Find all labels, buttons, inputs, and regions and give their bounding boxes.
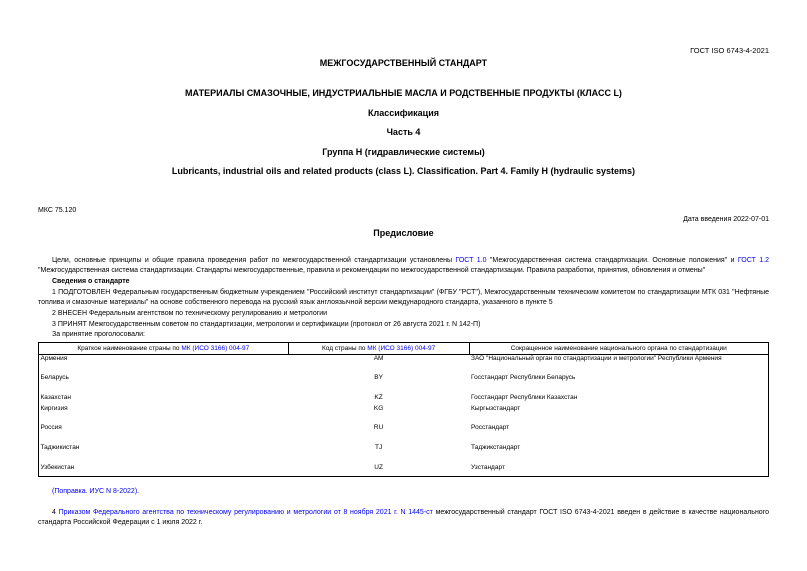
code-cell: UZ	[374, 463, 383, 471]
document-title: МАТЕРИАЛЫ СМАЗОЧНЫЕ, ИНДУСТРИАЛЬНЫЕ МАСЛА И РОДСТВЕННЫЕ ПРОДУКТЫ (КЛАСС L)	[185, 88, 622, 98]
country-cell: Киргизия	[40, 404, 68, 412]
document-code: ГОСТ ISO 6743-4-2021	[690, 46, 769, 55]
code-cell: TJ	[374, 443, 383, 451]
body-cell: Росстандарт	[471, 423, 510, 431]
country-cell: Армения	[40, 355, 68, 362]
column-header-country	[39, 343, 289, 355]
country-cell: Таджикистан	[40, 443, 80, 451]
code-cell: BY	[374, 373, 383, 381]
paragraph-text: "Межгосударственная система стандартизации. Стандарты межгосударственные, правила и рекомендации по межгосударственной стандартизации. Правила разработки, принятия, обновления и отмены"	[38, 267, 706, 274]
foreword-paragraph	[38, 256, 769, 276]
item-4-order	[38, 508, 769, 528]
mk-iso-3166-link[interactable]: МК (ИСО 3166) 004-97	[367, 345, 436, 352]
paragraph-text: Цели, основные принципы и общие правила проведения работ по межгосударственной стандартизации установлены	[52, 257, 456, 264]
paragraph-text: межгосударственный стандарт ГОСТ ISO 6743-4-2021 введен в действие в качестве национального стандарта Российской Федерации с 1 июля 2022 г.	[38, 509, 769, 526]
header-text: Краткое наименование страны по	[77, 345, 182, 352]
gost-1-2-link[interactable]: ГОСТ 1.2	[737, 257, 769, 264]
amendment-link[interactable]: (Поправка. ИУС N 8-2022).	[52, 488, 140, 495]
item-2-submitted: 2 ВНЕСЕН Федеральным агентством по техническому регулированию и метрологии	[52, 310, 328, 317]
classification-heading: Классификация	[368, 108, 439, 118]
order-link[interactable]: Приказом Федерального агентства по техническому регулированию и метрологии от 8 ноября 2021 г. N 1445-ст	[58, 509, 433, 516]
column-header-code	[288, 343, 469, 355]
item-3-adopted: 3 ПРИНЯТ Межгосударственным советом по стандартизации, метрологии и сертификации (протокол от 26 августа 2021 г. N 142-П)	[52, 321, 481, 328]
country-cell: Беларусь	[40, 373, 69, 381]
code-cell: RU	[373, 423, 384, 431]
country-cell: Россия	[40, 423, 62, 431]
group-heading: Группа H (гидравлические системы)	[322, 147, 485, 157]
body-cell: Госстандарт Республики Казахстан	[471, 393, 578, 401]
voted-label: За принятие проголосовали:	[52, 331, 145, 338]
table-row	[39, 464, 769, 476]
code-cell: AM	[373, 355, 384, 362]
table-row	[39, 444, 769, 464]
table-header-row	[39, 343, 769, 355]
body-cell: ЗАО "Национальный орган по стандартизации и метрологии" Республики Армения	[471, 355, 722, 362]
body-cell: Таджикстандарт	[471, 443, 521, 451]
country-cell: Узбекистан	[40, 463, 75, 471]
country-cell: Казахстан	[40, 393, 71, 401]
table-row	[39, 405, 769, 424]
mks-code: МКС 75.120	[38, 207, 77, 214]
amendment-note	[38, 487, 769, 497]
code-cell: KG	[373, 404, 384, 412]
code-cell: KZ	[374, 393, 383, 401]
part-heading: Часть 4	[386, 127, 421, 137]
body-cell: Кыргызстандарт	[471, 404, 521, 412]
introduction-date: Дата введения 2022-07-01	[683, 216, 769, 223]
body-cell: Госстандарт Республики Беларусь	[471, 373, 576, 381]
item-number: 4	[52, 509, 59, 516]
table-row	[39, 374, 769, 394]
paragraph-text: "Межгосударственная система стандартизации. Основные положения" и	[486, 257, 738, 264]
table-row	[39, 424, 769, 444]
table-row	[39, 355, 769, 374]
gost-1-0-link[interactable]: ГОСТ 1.0	[455, 257, 487, 264]
english-title: Lubricants, industrial oils and related products (class L). Classification. Part 4. Family H (hydraulic systems)	[171, 166, 636, 176]
mk-iso-3166-link[interactable]: МК (ИСО 3166) 004-97	[181, 345, 250, 352]
column-header-body: Сокращенное наименование национального органа по стандартизации	[469, 343, 768, 355]
standard-info-heading: Сведения о стандарте	[52, 278, 130, 285]
body-cell: Узстандарт	[471, 463, 505, 471]
item-1-prepared: 1 ПОДГОТОВЛЕН Федеральным государственным бюджетным учреждением "Российский институт стандартизации" (ФГБУ "РСТ"), Межгосударственным техническим комитетом по стандартизации МТК 031 "Нефтяные топлива и смазочные материалы" на основе собственного перевода на русский язык англоязычной версии международного стандарта, указанного в пункте 5	[38, 289, 769, 306]
table-row	[39, 394, 769, 405]
header-text: Код страны по	[321, 345, 368, 352]
foreword-heading: Предисловие	[373, 228, 434, 238]
voting-table	[38, 342, 769, 476]
standard-type-heading: МЕЖГОСУДАРСТВЕННЫЙ СТАНДАРТ	[319, 58, 488, 68]
